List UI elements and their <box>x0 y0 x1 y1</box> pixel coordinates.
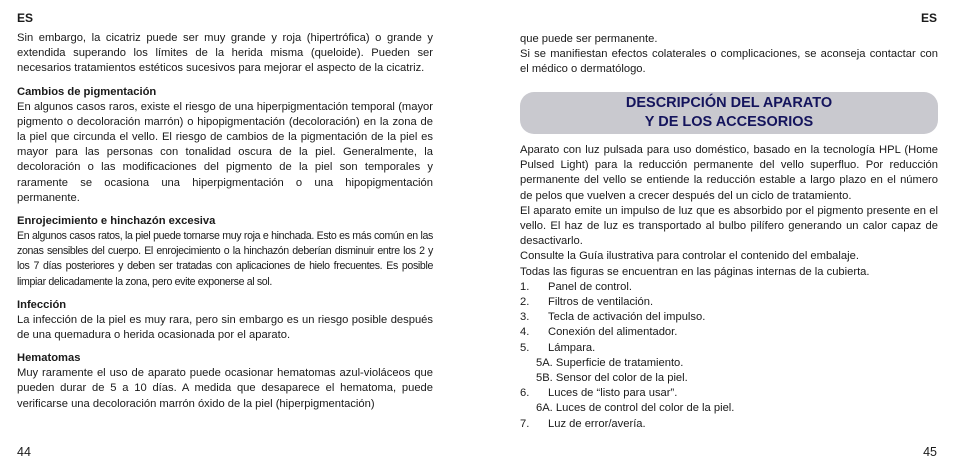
list-item: 5. Lámpara. <box>520 341 596 354</box>
list-subitem: 6A. Luces de control del color de la piel. <box>536 402 735 415</box>
language-tag: ES <box>920 11 937 25</box>
continuation-line: que puede ser permanente. <box>520 33 658 45</box>
section-heading: Hematomas <box>17 352 81 365</box>
continuation-text <box>520 32 938 78</box>
banner-title-line-2: Y DE LOS ACCESORIOS <box>644 114 814 130</box>
section-body: En algunos casos ratos, la piel puede tornarse muy roja e hinchada. Esto es más común en las zonas sensibles del cuerpo. El enrojecimiento o la hinchazón deberían disminuir entre los 2 y los 7 días posteriores y deben ser tratadas con aplicaciones de hielo frecuentes. Es posible limpiar delicadamente la zona, pero evite exponerse al sol. <box>17 230 433 288</box>
section-title-banner <box>520 92 938 134</box>
continuation-paragraph: Si se manifiestan efectos colaterales o complicaciones, se aconseja contactar con el médico o dermatólogo. <box>520 48 938 76</box>
description-paragraph: El aparato emite un impulso de luz que es absorbido por el pigmento presente en el vello. El haz de luz es transportado al bulbo pilífero generando un calor capaz de desactivarlo. <box>520 204 938 248</box>
section-body: La infección de la piel es muy rara, pero sin embargo es un riesgo posible después de una quemadura o herida ocasionada por el aparato. <box>17 313 433 342</box>
right-page <box>477 0 954 470</box>
page-number: 44 <box>17 445 31 459</box>
list-item: 1. Panel de control. <box>520 280 632 293</box>
list-item: 6. Luces de “listo para usar”. <box>520 387 678 400</box>
list-item: 7. Luz de error/avería. <box>520 417 646 430</box>
section-heading: Cambios de pigmentación <box>17 85 157 98</box>
section-heading: Infección <box>17 298 67 311</box>
section-body: Muy raramente el uso de aparato puede ocasionar hematomas azul-violáceos que pueden durar de 5 a 10 días. A medida que desaparece el hematoma, puede verificarse una decoloración marrón óxido de la piel (hiperpigmentación) <box>17 367 433 410</box>
banner-title-line-1: DESCRIPCIÓN DEL APARATO <box>625 95 833 111</box>
list-item: 2. Filtros de ventilación. <box>520 296 654 309</box>
list-subitem: 5A. Superficie de tratamiento. <box>536 356 684 369</box>
list-item: 3. Tecla de activación del impulso. <box>520 311 706 324</box>
section-body: En algunos casos raros, existe el riesgo de una hiperpigmentación temporal (mayor pigmento o decoloración marrón) o hipopigmentación (decoloración) en la zona de la piel que circunda el vello. El riesgo de cambios de la pigmentación de la piel es mayor para las personas con tonalidad oscura de la piel. Generalmente, la decoloración o las modificaciones del pigmento de la piel son temporales y raramente se ocasiona una hiperpigmentación o una hipopigmentación permanente. <box>17 100 433 204</box>
language-tag: ES <box>17 11 34 25</box>
description-column <box>520 143 938 432</box>
section-heading: Enrojecimiento e hinchazón excesiva <box>17 215 216 228</box>
description-paragraph: Todas las figuras se encuentran en las páginas internas de la cubierta. <box>520 265 870 278</box>
left-column <box>17 31 433 412</box>
description-paragraph: Aparato con luz pulsada para uso doméstico, basado en la tecnología HPL (Home Pulsed Light) para la reducción permanente del vello superfluo. Por reducción permanente del vello se entiende la reducción estable a largo plazo en el número de pelos que vuelven a crecer después del un ciclo de tratamiento. <box>520 144 938 202</box>
parts-list <box>520 280 938 432</box>
list-subitem: 5B. Sensor del color de la piel. <box>536 372 688 385</box>
page-number: 45 <box>923 445 937 459</box>
intro-paragraph: Sin embargo, la cicatriz puede ser muy grande y roja (hipertrófica) o grande y extendida superando los límites de la herida misma (queloide). Pueden ser necesarios tratamientos estéticos sucesivos para mejorar el aspecto de la cicatriz. <box>17 32 433 75</box>
list-item: 4. Conexión del alimentador. <box>520 326 678 339</box>
description-paragraph: Consulte la Guía ilustrativa para controlar el contenido del embalaje. <box>520 250 859 263</box>
